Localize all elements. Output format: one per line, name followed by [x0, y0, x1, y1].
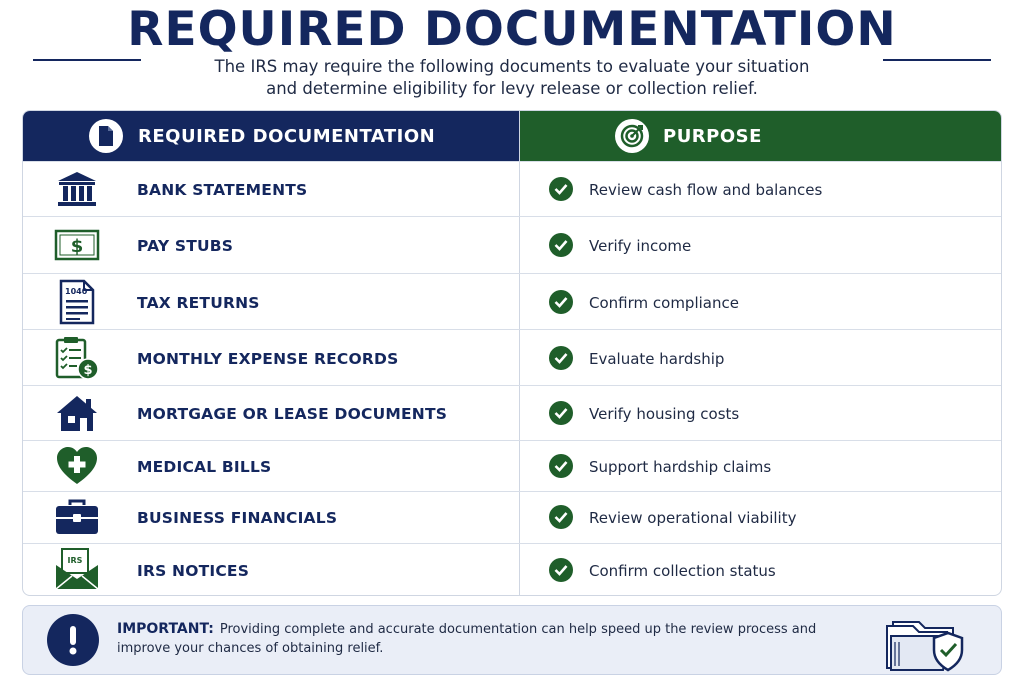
- page-title: REQUIRED DOCUMENTATION: [127, 2, 897, 57]
- table-row: [23, 329, 1001, 385]
- dollar-bill-icon: [51, 227, 103, 263]
- briefcase-icon: [51, 497, 103, 537]
- document-label: BANK STATEMENTS: [137, 181, 308, 199]
- document-label: PAY STUBS: [137, 237, 234, 255]
- target-icon: [615, 119, 649, 153]
- purpose-text: Confirm collection status: [589, 562, 776, 580]
- table-row: [23, 161, 1001, 216]
- table-row: [23, 216, 1001, 273]
- document-label: MONTHLY EXPENSE RECORDS: [137, 350, 399, 368]
- table-row: [23, 385, 1001, 440]
- check-icon: [549, 401, 573, 425]
- secure-documents-icon: [865, 608, 965, 674]
- check-icon: [549, 346, 573, 370]
- medical-heart-icon: [51, 446, 103, 486]
- header-documentation: [23, 111, 519, 161]
- bank-icon: [51, 170, 103, 208]
- check-icon: [549, 505, 573, 529]
- table-row: [23, 543, 1001, 596]
- purpose-text: Verify income: [589, 237, 692, 255]
- document-label: IRS NOTICES: [137, 562, 250, 580]
- check-icon: [549, 233, 573, 257]
- exclamation-icon: [47, 614, 99, 666]
- purpose-text: Confirm compliance: [589, 294, 739, 312]
- svg-text:$: $: [70, 236, 84, 257]
- document-label: BUSINESS FINANCIALS: [137, 509, 338, 527]
- check-icon: [549, 177, 573, 201]
- note-label: IMPORTANT:: [117, 621, 214, 637]
- purpose-text: Verify housing costs: [589, 405, 740, 423]
- header-purpose: [519, 111, 1002, 161]
- document-icon: [89, 119, 123, 153]
- purpose-text: Support hardship claims: [589, 458, 772, 476]
- header-purpose-label: PURPOSE: [663, 126, 762, 147]
- purpose-text: Evaluate hardship: [589, 350, 725, 368]
- irs-envelope-text: IRS: [67, 556, 83, 565]
- table-row: [23, 440, 1001, 491]
- document-label: MEDICAL BILLS: [137, 458, 272, 476]
- purpose-text: Review cash flow and balances: [589, 181, 823, 199]
- note-text-block: [117, 620, 817, 658]
- header-documentation-label: REQUIRED DOCUMENTATION: [138, 126, 436, 147]
- subtitle-line-1: The IRS may require the following documents to evaluate your situation: [214, 57, 810, 76]
- expense-checklist-icon: [51, 335, 103, 381]
- page-subtitle: [0, 56, 1024, 100]
- check-icon: [549, 290, 573, 314]
- table-header: [23, 111, 1001, 161]
- note-body: Providing complete and accurate documentation can help speed up the review process and improve your chances of obtaining relief.: [117, 622, 817, 656]
- house-icon: [51, 393, 103, 433]
- documentation-table: [22, 110, 1002, 596]
- check-icon: [549, 558, 573, 582]
- tax-form-icon: [51, 279, 103, 325]
- table-row: [23, 273, 1001, 329]
- document-label: TAX RETURNS: [137, 294, 260, 312]
- important-note: [22, 605, 1002, 675]
- table-row: [23, 491, 1001, 543]
- check-icon: [549, 454, 573, 478]
- subtitle-line-2: and determine eligibility for levy release or collection relief.: [266, 79, 758, 98]
- purpose-text: Review operational viability: [589, 509, 797, 527]
- tax-form-number: 1040: [65, 287, 88, 296]
- irs-envelope-icon: [51, 547, 103, 591]
- document-label: MORTGAGE OR LEASE DOCUMENTS: [137, 405, 448, 423]
- svg-text:$: $: [83, 363, 93, 378]
